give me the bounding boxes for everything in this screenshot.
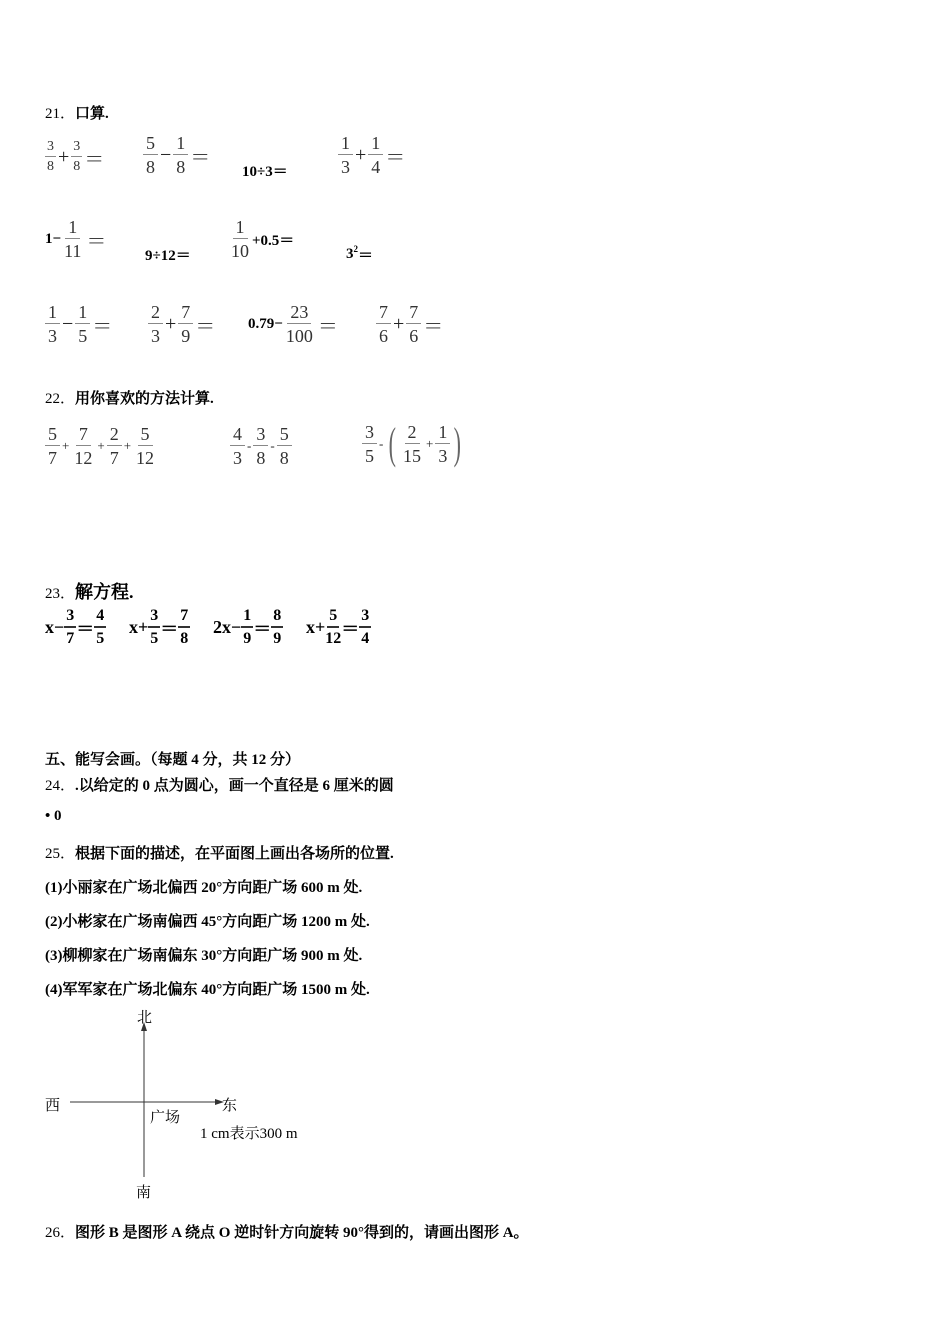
q21-r1-a: $\frac{3}{8}$ + $\frac{3}{8}$ ＝ [47,139,105,174]
q23-number: 23． [45,586,76,602]
q21-r2-c: $\frac{1}{10}$ +0.5＝ [228,218,294,260]
q22-header [45,387,214,408]
fraction: $\frac{1}{5}$ [75,303,90,345]
fraction: $\frac{1}{4}$ [368,134,383,176]
q22-title: 用你喜欢的方法计算. [75,391,214,407]
fraction: $\frac{1}{9}$ [243,607,252,647]
q23-title: 解方程. [75,582,134,602]
fraction: $\frac{3}{8}$ [73,139,81,174]
q24-line [45,774,394,795]
fraction: $\frac{4}{5}$ [96,607,105,647]
fraction: $\frac{3}{8}$ [47,139,54,174]
q23-header [45,578,134,604]
q23-equation-3: 2x− $\frac{1}{9}$ ＝ $\frac{8}{9}$ [213,607,282,647]
q21-r1-c: 10÷3＝ [242,164,288,180]
q21-r3-a: $\frac{1}{3}$ − $\frac{1}{5}$ ＝ [45,303,114,345]
fraction: $\frac{3}{5}$ [362,423,377,465]
fraction: $\frac{7}{6}$ [376,303,391,345]
section-5-heading: 五、能写会画。（每题 4 分，共 12 分） [45,752,301,768]
fraction: $\frac{1}{11}$ [64,217,82,261]
q23-equation-4: x+ $\frac{5}{12}$ ＝ $\frac{3}{4}$ [306,607,370,647]
label-west: 西 [45,1098,61,1114]
q23-equation-2: x+ $\frac{3}{5}$ ＝ $\frac{7}{8}$ [129,607,189,647]
fraction: $\frac{2}{7}$ [107,425,122,467]
fraction: $\frac{2}{15}$ [403,422,421,466]
label-plaza: 广场 [150,1110,181,1126]
q21-r2-b: 9÷12＝ [145,248,191,264]
fraction: $\frac{3}{7}$ [66,607,75,647]
q25-item-4: (4)军军家在广场北偏东 40°方向距广场 1500 m 处. [45,982,370,998]
q25-item-3: (3)柳柳家在广场南偏东 30°方向距广场 900 m 处. [45,948,363,964]
fraction: $\frac{3}{8}$ [253,425,268,467]
q25-item-1: (1)小丽家在广场北偏西 20°方向距广场 600 m 处. [45,880,363,896]
q22-number: 22． [45,391,76,407]
label-scale: 1 cm表示300 m [200,1126,298,1142]
fraction: $\frac{1}{10}$ [231,217,249,261]
q25-item-2: (2)小彬家在广场南偏西 45°方向距广场 1200 m 处. [45,914,370,930]
fraction: $\frac{2}{3}$ [148,303,163,345]
fraction: $\frac{23}{100}$ [285,302,313,346]
q25-line [45,842,394,863]
fraction: $\frac{7}{6}$ [406,303,421,345]
q25-number: 25． [45,846,76,862]
q21-r3-b: $\frac{2}{3}$ + $\frac{7}{9}$ ＝ [148,303,217,345]
left-paren: ( [389,419,397,468]
q21-r2-d: $3^2=$ [346,244,374,265]
fraction: $\frac{1}{8}$ [173,134,188,176]
fraction: $\frac{5}{12}$ [136,424,155,468]
q22-expr-1: $\frac{5}{7}$ + $\frac{7}{12}$ + $\frac{2}{7}$ + $\frac{5}{12}$ [45,425,157,467]
right-paren: ) [454,419,462,468]
q23-equation-1: x− $\frac{3}{7}$ ＝ $\frac{4}{5}$ [45,607,105,647]
q26-line [45,1221,529,1242]
fraction: $\frac{1}{3}$ [338,134,353,176]
q24-number: 24． [45,778,76,794]
q22-expr-3: $\frac{3}{5}$ - ( $\frac{2}{15}$ + $\frac{1}{3}$ ) [362,422,465,466]
q24-text: .以给定的 0 点为圆心，画一个直径是 6 厘米的圆 [75,778,394,794]
q21-r2-a: 1− $\frac{1}{11}$ ＝ [45,217,107,261]
label-east: 东 [222,1098,238,1114]
q21-number: 21． [45,106,76,122]
fraction: $\frac{5}{8}$ [143,134,158,176]
fraction: $\frac{8}{9}$ [273,607,282,647]
q25-text: 根据下面的描述，在平面图上画出各场所的位置. [75,846,394,862]
q21-header [45,102,109,123]
q21-r1-d: $\frac{1}{3}$ + $\frac{1}{4}$ ＝ [338,134,407,176]
q21-r3-d: $\frac{7}{6}$ + $\frac{7}{6}$ ＝ [376,303,445,345]
fraction: $\frac{5}{7}$ [45,425,60,467]
q24-center-point: • 0 [45,808,62,824]
q22-expr-2: $\frac{4}{3}$ - $\frac{3}{8}$ - $\frac{5}{8}$ [230,425,292,467]
label-south: 南 [136,1185,152,1201]
fraction: $\frac{1}{3}$ [435,423,450,465]
q21-r1-b: $\frac{5}{8}$ − $\frac{1}{8}$ ＝ [143,134,212,176]
fraction: $\frac{5}{8}$ [277,425,292,467]
fraction: $\frac{7}{12}$ [74,424,93,468]
compass-diagram [40,1005,320,1200]
fraction: $\frac{5}{12}$ [325,607,342,647]
fraction: $\frac{4}{3}$ [230,425,245,467]
fraction: $\frac{3}{4}$ [361,607,370,647]
fraction: $\frac{7}{9}$ [178,303,193,345]
fraction: $\frac{3}{5}$ [150,607,159,647]
q21-r3-c: 0.79− $\frac{23}{100}$ ＝ [248,302,338,346]
q21-title: 口算. [75,106,109,122]
fraction: $\frac{1}{3}$ [45,303,60,345]
q26-text: 图形 B 是图形 A 绕点 O 逆时针方向旋转 90°得到的，请画出图形 A。 [75,1225,529,1241]
label-north: 北 [137,1010,153,1026]
fraction: $\frac{7}{8}$ [180,607,189,647]
q26-number: 26． [45,1225,76,1241]
